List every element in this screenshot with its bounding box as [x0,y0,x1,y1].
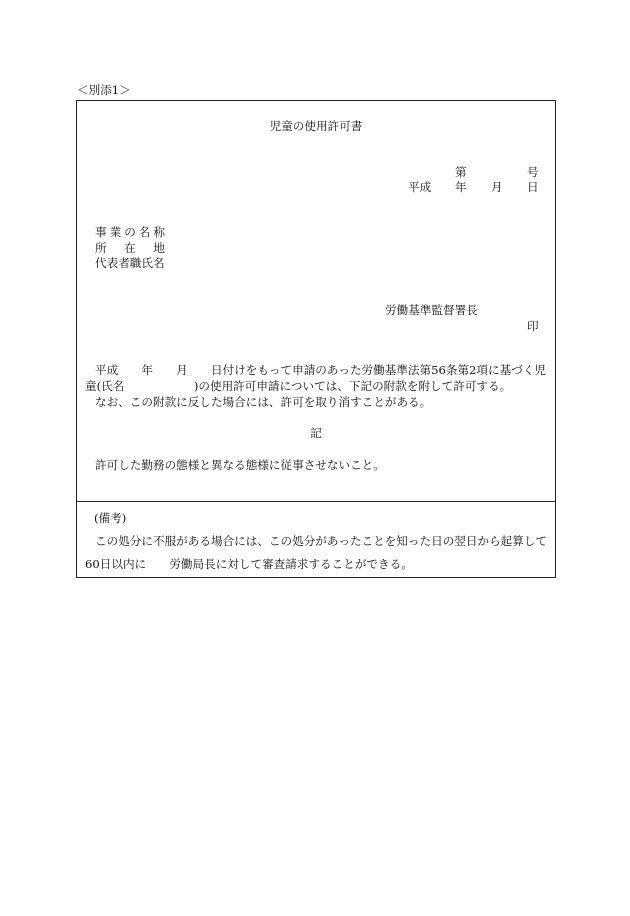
representative-label: 代表者職氏名 [95,256,165,270]
body-line-1: 平成 年 月 日付けをもって申請のあった労働基準法第56条第2項に基づく児 [95,363,546,377]
remarks-line-2: 60日以内に 労働局長に対して審査請求することができる。 [85,557,413,571]
permit-form-frame [76,100,556,578]
document-title: 児童の使用許可書 [269,119,363,133]
issue-date-era: 平成 [408,180,432,194]
issue-date-month-unit: 月 [491,180,503,194]
remarks-line-1: この処分に不服がある場合には、この処分があったことを知った日の翌日から起算して [95,534,548,548]
permit-condition: 許可した勤務の態様と異なる態様に従事させないこと。 [95,458,385,472]
attachment-label: ＜別添1＞ [77,83,131,97]
remarks-heading: (備考) [94,511,127,525]
seal-mark: 印 [527,319,539,333]
remarks-divider [76,501,556,502]
record-heading: 記 [310,426,322,440]
location-label: 所在地 [95,241,183,255]
document-number-suffix: 号 [527,165,539,179]
body-line-3: なお、この附款に反した場合には、許可を取り消すことがある。 [95,395,432,409]
body-line-2: 童(氏名 )の使用許可申請については、下記の附款を附して許可する。 [85,379,512,393]
issuer-title: 労働基準監督署長 [385,303,478,317]
issue-date-day-unit: 日 [527,180,539,194]
issue-date-year-unit: 年 [455,180,467,194]
document-number-prefix: 第 [455,165,467,179]
business-name-label: 事業の名称 [95,225,168,239]
